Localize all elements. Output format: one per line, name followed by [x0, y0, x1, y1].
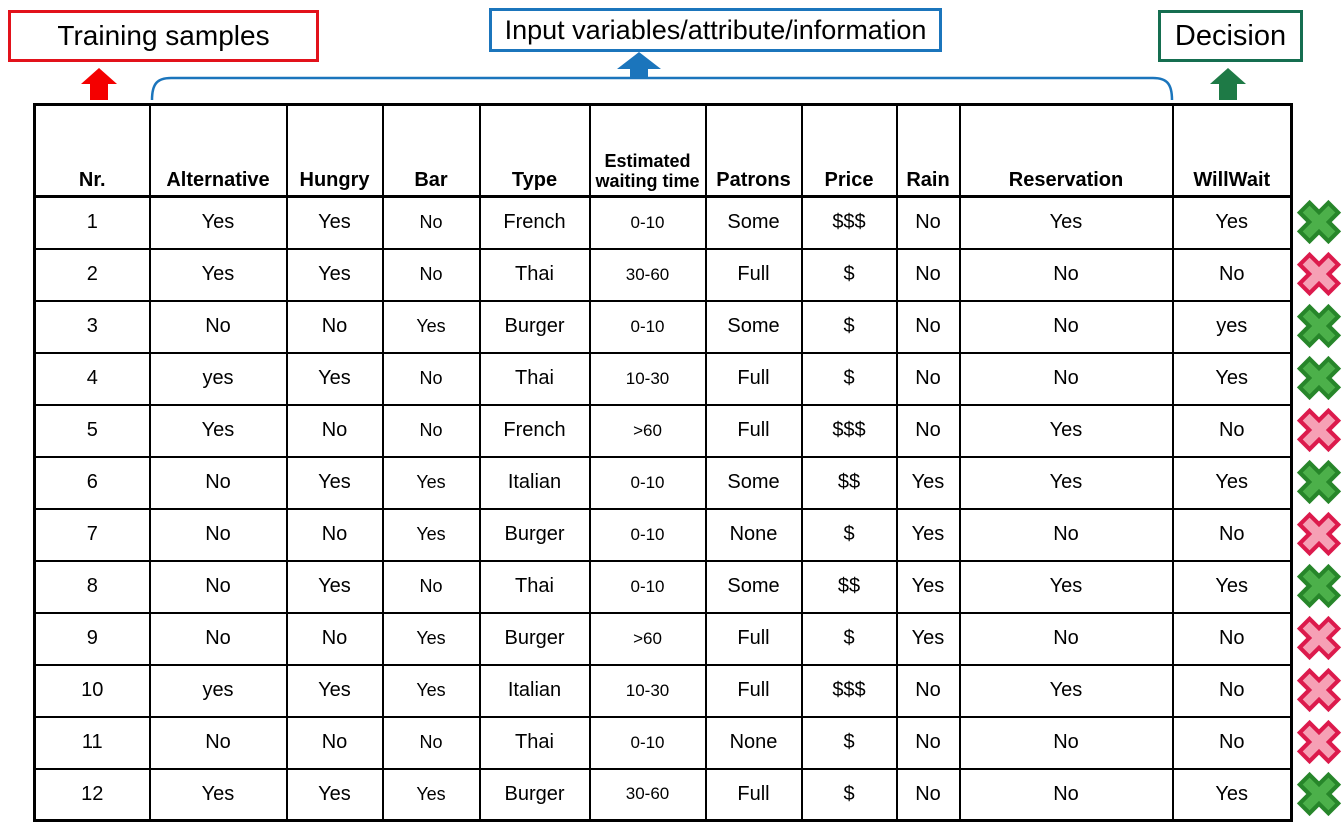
table-cell: No	[150, 717, 287, 769]
table-cell: 0-10	[590, 717, 706, 769]
table-cell: Yes	[287, 561, 383, 613]
table-cell: No	[1173, 717, 1292, 769]
input-variables-bracket	[152, 78, 1172, 100]
table-body	[35, 197, 1292, 821]
table-cell: 30-60	[590, 249, 706, 301]
table-cell: Yes	[1173, 769, 1292, 821]
decision-yes-mark	[1296, 456, 1342, 508]
table-cell: $	[802, 717, 897, 769]
table-cell: No	[1173, 249, 1292, 301]
table-cell: Yes	[960, 197, 1173, 249]
table-cell: $$	[802, 561, 897, 613]
pink-cross-icon	[1296, 614, 1342, 662]
decision-marks-column	[1296, 196, 1342, 820]
green-cross-icon	[1296, 302, 1342, 350]
decision-no-mark	[1296, 612, 1342, 664]
table-cell: Some	[706, 457, 802, 509]
green-cross-icon	[1296, 354, 1342, 402]
column-header: Reservation	[960, 105, 1173, 197]
decision-yes-mark	[1296, 768, 1342, 820]
table-cell: No	[897, 405, 960, 457]
table-cell: Yes	[150, 769, 287, 821]
decision-no-mark	[1296, 716, 1342, 768]
table-cell: Yes	[150, 405, 287, 457]
table-row	[35, 197, 1292, 249]
table-cell: 0-10	[590, 509, 706, 561]
table-cell: Yes	[960, 665, 1173, 717]
table-cell: 8	[35, 561, 150, 613]
table-cell: No	[287, 509, 383, 561]
table-cell: Yes	[960, 405, 1173, 457]
table-cell: Yes	[897, 457, 960, 509]
table-cell: 12	[35, 769, 150, 821]
training-samples-table	[33, 103, 1293, 822]
table-cell: No	[897, 717, 960, 769]
table-cell: No	[287, 301, 383, 353]
table-cell: No	[383, 561, 480, 613]
table-cell: Italian	[480, 457, 590, 509]
table-cell: No	[287, 613, 383, 665]
table-cell: 0-10	[590, 457, 706, 509]
table-cell: 9	[35, 613, 150, 665]
decision-no-mark	[1296, 248, 1342, 300]
table-row	[35, 457, 1292, 509]
table-cell: $	[802, 353, 897, 405]
column-header: Type	[480, 105, 590, 197]
table-cell: None	[706, 717, 802, 769]
table-cell: Full	[706, 665, 802, 717]
table-cell: No	[897, 665, 960, 717]
decision-yes-mark	[1296, 352, 1342, 404]
table-cell: Burger	[480, 613, 590, 665]
table-cell: French	[480, 197, 590, 249]
table-cell: Some	[706, 561, 802, 613]
table-row	[35, 249, 1292, 301]
table-cell: Yes	[383, 509, 480, 561]
table-cell: Burger	[480, 301, 590, 353]
red-up-arrow-icon	[81, 68, 117, 100]
decision-yes-mark	[1296, 560, 1342, 612]
table-cell: No	[1173, 613, 1292, 665]
table-cell: No	[960, 301, 1173, 353]
pink-cross-icon	[1296, 718, 1342, 766]
table-cell: Yes	[287, 249, 383, 301]
decision-yes-mark	[1296, 196, 1342, 248]
table-cell: $	[802, 509, 897, 561]
table-cell: No	[383, 353, 480, 405]
table-cell: 7	[35, 509, 150, 561]
table-cell: Yes	[897, 613, 960, 665]
table-cell: Full	[706, 249, 802, 301]
table-cell: No	[897, 769, 960, 821]
column-header: Alternative	[150, 105, 287, 197]
column-header: Hungry	[287, 105, 383, 197]
table-cell: $	[802, 613, 897, 665]
table-cell: French	[480, 405, 590, 457]
table-cell: Yes	[287, 197, 383, 249]
table-cell: 0-10	[590, 561, 706, 613]
table-cell: $$	[802, 457, 897, 509]
table-cell: Yes	[897, 509, 960, 561]
table-cell: yes	[150, 665, 287, 717]
table-row	[35, 301, 1292, 353]
table-cell: yes	[1173, 301, 1292, 353]
decision-no-mark	[1296, 664, 1342, 716]
table-row	[35, 769, 1292, 821]
table-row	[35, 665, 1292, 717]
green-cross-icon	[1296, 770, 1342, 818]
table-cell: Yes	[383, 301, 480, 353]
table-cell: No	[960, 717, 1173, 769]
table-cell: $$$	[802, 405, 897, 457]
table-cell: Some	[706, 197, 802, 249]
table-cell: Yes	[287, 353, 383, 405]
table-cell: 4	[35, 353, 150, 405]
table-cell: 30-60	[590, 769, 706, 821]
decision-no-mark	[1296, 404, 1342, 456]
table-cell: No	[1173, 509, 1292, 561]
column-header: Estimated waiting time	[590, 105, 706, 197]
table-cell: Yes	[897, 561, 960, 613]
table-cell: yes	[150, 353, 287, 405]
table-cell: $	[802, 301, 897, 353]
table-cell: No	[150, 613, 287, 665]
column-header: Rain	[897, 105, 960, 197]
table-cell: Burger	[480, 769, 590, 821]
table-cell: Italian	[480, 665, 590, 717]
table-cell: 0-10	[590, 301, 706, 353]
table-cell: 10-30	[590, 665, 706, 717]
table-cell: Yes	[287, 665, 383, 717]
table-cell: 0-10	[590, 197, 706, 249]
table-cell: Full	[706, 405, 802, 457]
table-cell: No	[287, 717, 383, 769]
table-cell: No	[897, 353, 960, 405]
table-header-row	[35, 105, 1292, 197]
decision-no-mark	[1296, 508, 1342, 560]
table-row	[35, 561, 1292, 613]
table-cell: 11	[35, 717, 150, 769]
table-cell: Thai	[480, 561, 590, 613]
pink-cross-icon	[1296, 250, 1342, 298]
blue-up-arrow-icon	[617, 52, 661, 79]
table-cell: No	[150, 561, 287, 613]
table-cell: 10-30	[590, 353, 706, 405]
table-cell: Full	[706, 353, 802, 405]
table-cell: No	[383, 405, 480, 457]
green-cross-icon	[1296, 198, 1342, 246]
table-cell: Yes	[150, 249, 287, 301]
green-up-arrow-icon	[1210, 68, 1246, 100]
table-cell: No	[383, 717, 480, 769]
pink-cross-icon	[1296, 406, 1342, 454]
table-cell: Some	[706, 301, 802, 353]
decision-label: Decision	[1174, 19, 1287, 52]
table-cell: No	[960, 353, 1173, 405]
table-cell: No	[383, 197, 480, 249]
decision-label-box	[1158, 10, 1303, 62]
table-cell: Yes	[1173, 561, 1292, 613]
table-cell: Burger	[480, 509, 590, 561]
table-cell: Full	[706, 769, 802, 821]
table-row	[35, 613, 1292, 665]
table-cell: Yes	[150, 197, 287, 249]
table-cell: Yes	[287, 457, 383, 509]
pink-cross-icon	[1296, 666, 1342, 714]
table-cell: >60	[590, 613, 706, 665]
column-header: Nr.	[35, 105, 150, 197]
table-cell: No	[960, 769, 1173, 821]
green-cross-icon	[1296, 562, 1342, 610]
table-cell: No	[150, 301, 287, 353]
table-cell: 5	[35, 405, 150, 457]
table-cell: No	[383, 249, 480, 301]
table-cell: Yes	[1173, 353, 1292, 405]
table-cell: 2	[35, 249, 150, 301]
column-header: Price	[802, 105, 897, 197]
table-cell: Full	[706, 613, 802, 665]
table-cell: No	[287, 405, 383, 457]
table-cell: $	[802, 769, 897, 821]
table-cell: No	[897, 301, 960, 353]
table-cell: No	[960, 613, 1173, 665]
decision-yes-mark	[1296, 300, 1342, 352]
table-cell: Thai	[480, 353, 590, 405]
table-row	[35, 353, 1292, 405]
table-cell: Thai	[480, 249, 590, 301]
table-cell: No	[897, 249, 960, 301]
column-header: WillWait	[1173, 105, 1292, 197]
green-cross-icon	[1296, 458, 1342, 506]
table-cell: 10	[35, 665, 150, 717]
table-cell: Yes	[383, 613, 480, 665]
pink-cross-icon	[1296, 510, 1342, 558]
training-samples-label: Training samples	[57, 20, 270, 51]
table-cell: Thai	[480, 717, 590, 769]
table-cell: No	[1173, 665, 1292, 717]
table-cell: 1	[35, 197, 150, 249]
table-cell: Yes	[1173, 197, 1292, 249]
table-cell: 3	[35, 301, 150, 353]
table-cell: Yes	[383, 457, 480, 509]
column-header: Bar	[383, 105, 480, 197]
table-cell: Yes	[287, 769, 383, 821]
table-cell: None	[706, 509, 802, 561]
table-cell: Yes	[960, 561, 1173, 613]
table-cell: No	[897, 197, 960, 249]
table-cell: No	[1173, 405, 1292, 457]
table-cell: >60	[590, 405, 706, 457]
table-cell: $	[802, 249, 897, 301]
table-row	[35, 405, 1292, 457]
table-cell: No	[960, 249, 1173, 301]
table-cell: Yes	[383, 665, 480, 717]
training-samples-label-box	[8, 10, 319, 62]
table-cell: $$$	[802, 665, 897, 717]
table-cell: 6	[35, 457, 150, 509]
table-cell: Yes	[383, 769, 480, 821]
column-header: Patrons	[706, 105, 802, 197]
input-variables-label-box	[489, 8, 942, 52]
table-cell: No	[150, 509, 287, 561]
table-cell: No	[960, 509, 1173, 561]
input-variables-label: Input variables/attribute/information	[504, 14, 927, 45]
table-cell: No	[150, 457, 287, 509]
table-row	[35, 509, 1292, 561]
table-cell: Yes	[1173, 457, 1292, 509]
table-cell: Yes	[960, 457, 1173, 509]
table-row	[35, 717, 1292, 769]
table-cell: $$$	[802, 197, 897, 249]
